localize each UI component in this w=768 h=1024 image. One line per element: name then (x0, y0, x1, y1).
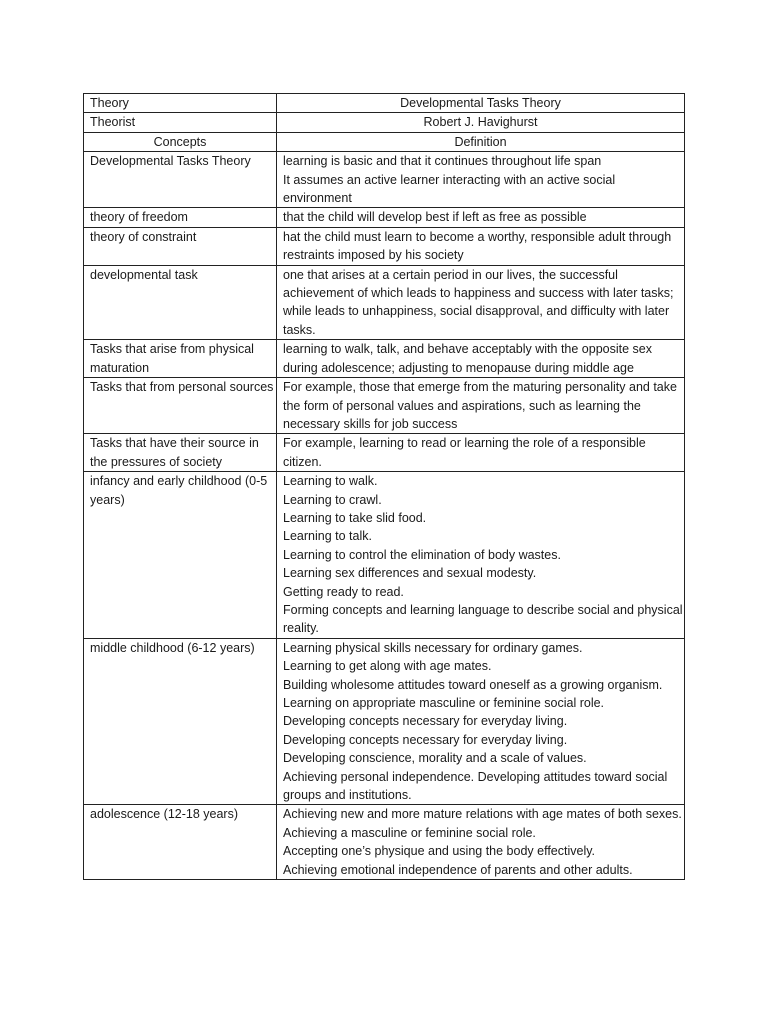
theory-label: Theory (84, 94, 277, 113)
definition-line: Learning sex differences and sexual modesty. (283, 566, 537, 581)
definition-line: It assumes an active learner interacting with an active social environment (283, 172, 616, 206)
definition-cell (277, 434, 685, 472)
concept-cell: theory of freedom (84, 208, 277, 227)
definition-line: Accepting one’s physique and using the body effectively. (283, 844, 596, 859)
concept-cell: middle childhood (6-12 years) (84, 638, 277, 805)
definition-line: Learning to get along with age mates. (283, 659, 492, 674)
definition-header: Definition (277, 132, 685, 151)
theory-table (83, 93, 685, 880)
definition-line: learning is basic and that it continues throughout life span (283, 154, 602, 169)
concept-cell: Tasks that have their source in the pressures of society (84, 434, 277, 472)
definition-line: Learning to walk. (283, 474, 378, 489)
definition-line: Achieving new and more mature relations with age mates of both sexes. (283, 807, 682, 822)
table-row (84, 434, 685, 472)
concept-cell: Tasks that arise from physical maturation (84, 340, 277, 378)
definition-cell (277, 378, 685, 434)
table-row (84, 378, 685, 434)
table-row (84, 472, 685, 639)
table-row (84, 805, 685, 880)
theory-value: Developmental Tasks Theory (277, 94, 685, 113)
table-row (84, 208, 685, 227)
column-header-row (84, 132, 685, 151)
definition-line: Achieving a masculine or feminine social role. (283, 825, 536, 840)
definition-cell (277, 227, 685, 265)
definition-line: Getting ready to read. (283, 584, 404, 599)
definition-line: Building wholesome attitudes toward oneself as a growing organism. (283, 677, 663, 692)
theory-row (84, 94, 685, 113)
definition-line: one that arises at a certain period in our lives, the successful achievement of which leads to happiness and success with later tasks; while leads to unhappiness, social disapproval, and difficulty with later tasks. (283, 267, 674, 337)
definition-cell (277, 638, 685, 805)
concept-cell: developmental task (84, 265, 277, 340)
definition-line: Developing concepts necessary for everyday living. (283, 732, 568, 747)
definition-line: Learning on appropriate masculine or feminine social role. (283, 696, 605, 710)
concept-cell: Tasks that from personal sources (84, 378, 277, 434)
table-row (84, 340, 685, 378)
table-row (84, 227, 685, 265)
definition-line: Learning to control the elimination of body wastes. (283, 547, 561, 562)
concept-cell: infancy and early childhood (0-5 years) (84, 472, 277, 639)
definition-cell (277, 472, 685, 639)
table-row (84, 152, 685, 208)
definition-line: Achieving emotional independence of parents and other adults. (283, 862, 633, 877)
table-row (84, 265, 685, 340)
definition-line: Forming concepts and learning language to describe social and physical reality. (283, 602, 683, 636)
concept-cell: Developmental Tasks Theory (84, 152, 277, 208)
concept-cell: adolescence (12-18 years) (84, 805, 277, 880)
definition-line: Learning to crawl. (283, 492, 382, 507)
definition-cell (277, 340, 685, 378)
table-row (84, 638, 685, 805)
theorist-label: Theorist (84, 113, 277, 132)
definition-line: Achieving personal independence. Developing attitudes toward social groups and institutions. (283, 769, 668, 803)
concept-cell: theory of constraint (84, 227, 277, 265)
definition-cell (277, 805, 685, 880)
theorist-row (84, 113, 685, 132)
definition-line: hat the child must learn to become a worthy, responsible adult through restraints imposed by his society (283, 229, 672, 263)
definition-cell (277, 152, 685, 208)
definition-line: that the child will develop best if left as free as possible (283, 210, 587, 225)
definition-line: Learning to talk. (283, 529, 372, 544)
definition-line: learning to walk, talk, and behave acceptably with the opposite sex during adolescence; adjusting to menopause during middle age (283, 342, 652, 375)
definition-line: Learning physical skills necessary for ordinary games. (283, 640, 583, 655)
definition-line: Developing conscience, morality and a scale of values. (283, 751, 587, 766)
definition-line: Learning to take slid food. (283, 510, 427, 525)
definition-cell (277, 208, 685, 227)
definition-line: Developing concepts necessary for everyday living. (283, 714, 568, 729)
theorist-value: Robert J. Havighurst (277, 113, 685, 132)
definition-line: For example, those that emerge from the maturing personality and take the form of personal values and aspirations, such as learning the necessary skills for job success (283, 380, 677, 431)
definition-cell (277, 265, 685, 340)
definition-line: For example, learning to read or learning the role of a responsible citizen. (283, 436, 646, 469)
concepts-header: Concepts (84, 132, 277, 151)
